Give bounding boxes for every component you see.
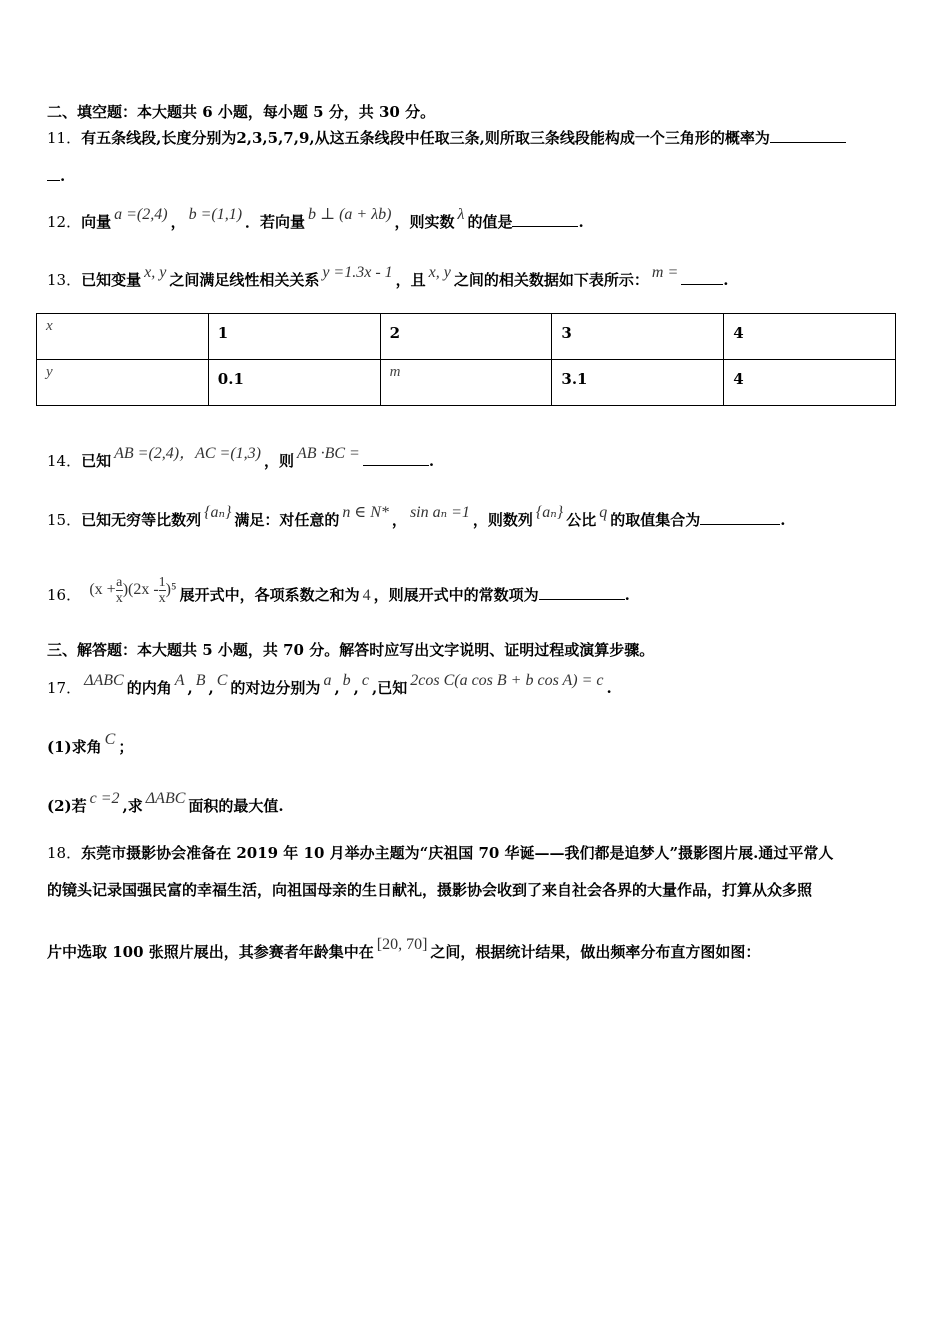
math-part: )⁵ (165, 581, 177, 599)
question-text: 展开式中，各项系数之和为 (179, 586, 360, 605)
question-text: ，则展开式中的常数项为 (373, 586, 539, 605)
math-b: B (195, 672, 206, 689)
comma: ， (170, 213, 186, 231)
question-13 (47, 264, 729, 291)
question-text: 有五条线段,长度分别为2,3,5,7,9,从这五条线段中任取三条,则所取三条线段能构成一个三角形的概率为 (81, 129, 770, 147)
question-18-line-3 (47, 936, 761, 963)
math-q: q (599, 504, 608, 521)
answer-blank (512, 212, 578, 227)
math-n-in-n: n ∈ N* (342, 504, 389, 521)
table-cell: x (37, 314, 209, 360)
question-text: 已知 (81, 452, 112, 470)
question-number: 17． (47, 679, 82, 697)
question-17 (47, 672, 612, 699)
sub-question-label: (2)若 (47, 797, 87, 815)
period: . (428, 452, 435, 470)
period: . (780, 511, 786, 529)
comma: , (187, 679, 193, 697)
math-lambda: λ (457, 206, 465, 223)
sub-question-label: (1)求角 (47, 738, 102, 756)
question-number: 13． (47, 271, 82, 289)
table-cell: 0.1 (208, 360, 380, 406)
answer-blank (539, 585, 625, 600)
math-side-a: a (323, 672, 332, 689)
table-row (37, 360, 896, 406)
math-interval: [20, 70] (376, 936, 428, 953)
comma: , (353, 679, 359, 697)
question-17-part-1 (47, 731, 134, 758)
math-sin: sin aₙ =1 (409, 504, 470, 521)
math-part: (x + (89, 581, 116, 599)
question-text: 向量 (81, 213, 112, 231)
question-text: 东莞市摄影协会准备在 2019 年 10 月举办主题为“庆祖国 70 华诞——我们都是追梦人”摄影图片展.通过平常人 (81, 844, 834, 862)
fraction (116, 575, 123, 606)
denominator: x (158, 591, 166, 606)
semicolon: ； (118, 738, 134, 756)
answer-blank (770, 128, 846, 143)
question-text: 已知变量 (81, 271, 142, 289)
question-18-line-1 (47, 843, 833, 863)
question-text: 的取值集合为 (610, 511, 701, 529)
comma: , (334, 679, 340, 697)
period: . (624, 586, 630, 605)
question-number: 11． (47, 129, 82, 147)
question-text: 之间的相关数据如下表所示： (453, 271, 649, 289)
math-triangle: ΔABC (84, 672, 124, 689)
table-cell: m (380, 360, 552, 406)
section-3-title: 三、解答题：本大题共 5 小题，共 70 分。解答时应写出文字说明、证明过程或演算步骤。 (47, 641, 655, 659)
math-side-b: b (342, 672, 351, 689)
question-16 (47, 575, 630, 612)
question-15 (47, 504, 786, 531)
question-number: 14． (47, 452, 82, 470)
table-cell: 4 (724, 314, 896, 360)
numerator: 1 (158, 575, 166, 590)
comma: ， (391, 511, 407, 529)
math-variables: x, y (428, 264, 451, 281)
question-text: ,求 (122, 797, 143, 815)
math-expression (86, 575, 179, 606)
answer-blank (700, 510, 780, 525)
math-side-c: c (361, 672, 370, 689)
question-17-part-2 (47, 790, 284, 817)
math-sequence: {aₙ} (204, 504, 232, 521)
math-vector-a: a =(2,4) (114, 206, 168, 223)
question-text: 的对边分别为 (230, 679, 321, 697)
question-11-continued (47, 166, 65, 186)
math-vector-b: b =(1,1) (188, 206, 243, 223)
question-14 (47, 445, 435, 472)
question-11 (47, 128, 846, 148)
table-row (37, 314, 896, 360)
question-18-line-2: 的镜头记录国强民富的幸福生活，向祖国母亲的生日献礼，摄影协会收到了来自社会各界的大量作品，打算从众多照 (47, 881, 813, 899)
fraction (159, 575, 166, 606)
question-text: 面积的最大值. (188, 797, 284, 815)
table-cell: 3.1 (552, 360, 724, 406)
answer-blank (681, 270, 723, 285)
math-dot-product: AB ·BC = (297, 445, 360, 462)
period: . (723, 271, 729, 289)
math-c-equals: c =2 (89, 790, 120, 807)
question-text: 满足：对任意的 (234, 511, 340, 529)
math-c: C (104, 731, 116, 748)
math-triangle: ΔABC (145, 790, 186, 807)
period: . (606, 679, 612, 697)
question-number: 15． (47, 511, 82, 529)
question-text: 公比 (566, 511, 597, 529)
question-number: 12． (47, 213, 82, 231)
data-table (36, 313, 896, 406)
numerator: a (116, 575, 123, 590)
comma: , (208, 679, 214, 697)
question-text: 已知无穷等比数列 (81, 511, 202, 529)
math-variables: x, y (144, 264, 167, 281)
question-text: 之间，根据统计结果，做出频率分布直方图如图： (430, 943, 761, 961)
question-12 (47, 206, 584, 233)
question-text: 的值是 (467, 213, 513, 231)
question-text: ，则实数 (394, 213, 455, 231)
question-number: 16． (47, 586, 82, 605)
math-part: )(2x - (122, 581, 159, 599)
question-text: 的内角 (126, 679, 172, 697)
question-number: 18． (47, 844, 82, 862)
answer-blank (363, 451, 429, 466)
table-cell: y (37, 360, 209, 406)
question-text: 之间满足线性相关关系 (169, 271, 320, 289)
denominator: x (115, 591, 123, 606)
question-text: ，则数列 (472, 511, 533, 529)
math-four: 4 (362, 587, 371, 605)
question-text: 片中选取 100 张照片展出，其参赛者年龄集中在 (47, 943, 374, 961)
math-sequence: {aₙ} (535, 504, 564, 521)
math-a: A (174, 672, 185, 689)
answer-blank (47, 166, 60, 181)
question-text: ,已知 (372, 679, 408, 697)
period: . (578, 213, 584, 231)
math-m: m = (651, 264, 679, 281)
period: . (60, 167, 66, 185)
section-2-title: 二、填空题：本大题共 6 小题，每小题 5 分，共 30 分。 (47, 103, 436, 121)
question-text: ，且 (395, 271, 426, 289)
table-cell: 4 (724, 360, 896, 406)
math-perpendicular: b ⊥ (a + λb) (308, 206, 392, 223)
table-cell: 2 (380, 314, 552, 360)
math-c: C (216, 672, 228, 689)
table-cell: 1 (208, 314, 380, 360)
question-text: ，则 (264, 452, 295, 470)
math-vectors: AB =(2,4)，AC =(1,3) (114, 445, 262, 462)
math-regression: y =1.3x - 1 (322, 264, 393, 281)
table-cell: 3 (552, 314, 724, 360)
math-condition: 2cos C(a cos B + b cos A) = c (410, 672, 604, 689)
question-text: ．若向量 (245, 213, 306, 231)
